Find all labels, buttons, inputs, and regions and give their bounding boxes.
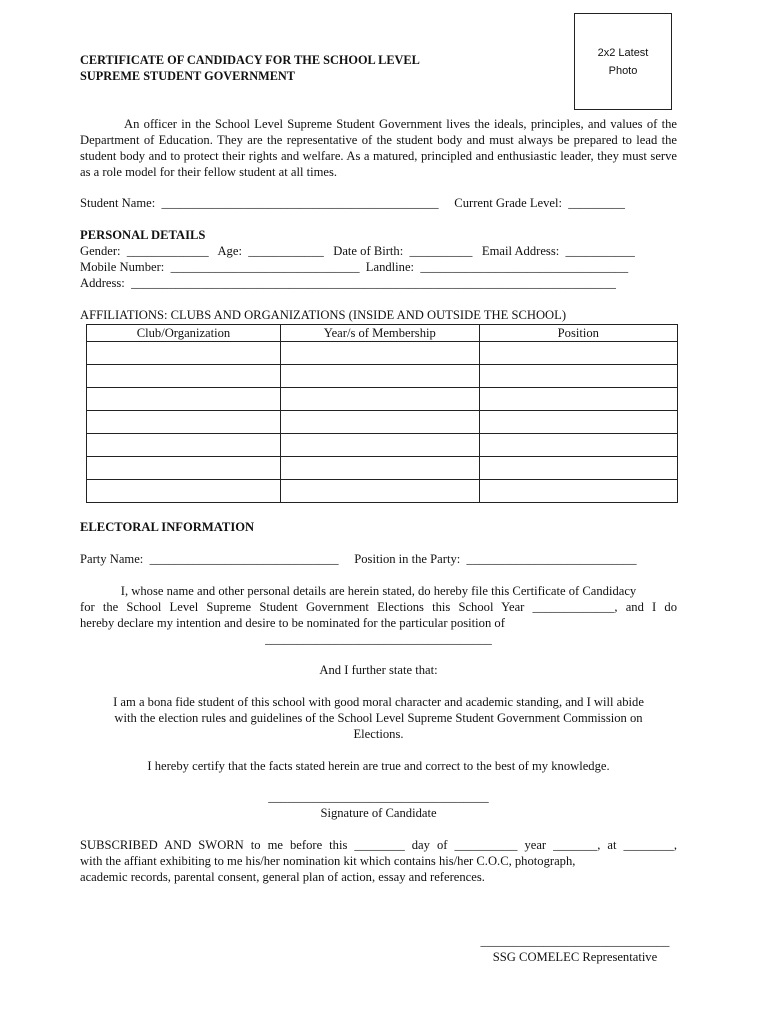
column-header-club: Club/Organization xyxy=(87,325,281,342)
affiliations-heading: AFFILIATIONS: CLUBS AND ORGANIZATIONS (INSIDE AND OUTSIDE THE SCHOOL) xyxy=(80,308,567,322)
declaration-paragraph xyxy=(80,583,677,647)
photo-label-line1: 2x2 Latest xyxy=(597,46,649,59)
table-cell[interactable] xyxy=(280,480,479,503)
comelec-signature-line[interactable]: ______________________________ xyxy=(480,934,670,948)
candidate-signature-line[interactable]: ___________________________________ xyxy=(268,790,489,804)
table-cell[interactable] xyxy=(479,434,677,457)
table-cell[interactable] xyxy=(87,457,281,480)
table-row xyxy=(87,480,678,503)
bona-fide-line2: with the election rules and guidelines of the School Level Supreme Student Government Commission on xyxy=(114,711,643,725)
table-cell[interactable] xyxy=(87,365,281,388)
title-line1: CERTIFICATE OF CANDIDACY FOR THE SCHOOL LEVEL xyxy=(80,53,420,67)
table-row xyxy=(87,411,678,434)
further-statement: And I further state that: xyxy=(319,663,438,677)
bona-fide-line1: I am a bona fide student of this school with good moral character and academic standing, and I will abide xyxy=(113,695,644,709)
sworn-paragraph xyxy=(80,837,677,885)
table-cell[interactable] xyxy=(479,388,677,411)
table-cell[interactable] xyxy=(87,480,281,503)
certify-statement: I hereby certify that the facts stated herein are true and correct to the best of my knowledge. xyxy=(147,759,610,773)
table-cell[interactable] xyxy=(280,434,479,457)
column-header-years: Year/s of Membership xyxy=(280,325,479,342)
title-line2: SUPREME STUDENT GOVERNMENT xyxy=(80,68,295,83)
table-cell[interactable] xyxy=(87,434,281,457)
personal-line-gender-age-dob-email[interactable]: Gender: _____________ Age: ____________ Date of Birth: __________ Email Address: ___________ xyxy=(80,244,635,258)
table-cell[interactable] xyxy=(479,457,677,480)
party-name-position-line[interactable]: Party Name: ______________________________ Position in the Party: ___________________________ xyxy=(80,552,637,566)
personal-details-heading: PERSONAL DETAILS xyxy=(80,228,206,242)
declaration-line1: I, whose name and other personal details are herein stated, do hereby file this Certificate of Candidacy xyxy=(120,584,637,598)
table-cell[interactable] xyxy=(87,388,281,411)
comelec-signature-block xyxy=(472,933,678,965)
electoral-information-heading: ELECTORAL INFORMATION xyxy=(80,520,255,534)
table-row xyxy=(87,365,678,388)
table-cell[interactable] xyxy=(479,411,677,434)
personal-line-mobile-landline[interactable]: Mobile Number: ______________________________ Landline: _________________________________ xyxy=(80,260,629,274)
declaration-position-blank[interactable]: ____________________________________ xyxy=(265,632,492,646)
table-cell[interactable] xyxy=(479,342,677,365)
table-row xyxy=(87,457,678,480)
table-cell[interactable] xyxy=(280,365,479,388)
candidate-signature-label: Signature of Candidate xyxy=(320,806,437,820)
sworn-line2: with the affiant exhibiting to me his/her nomination kit which contains his/her C.O.C, photograph, xyxy=(80,854,576,868)
photo-label-line2: Photo xyxy=(608,64,638,77)
sworn-line1: SUBSCRIBED AND SWORN to me before this ________ day of __________ year _______, at ________, xyxy=(80,838,677,852)
affiliations-table xyxy=(86,324,678,503)
declaration-line2: for the School Level Supreme Student Government Elections this School Year _____________, and I do xyxy=(80,600,677,614)
document-title xyxy=(80,53,420,84)
sworn-line3: academic records, parental consent, general plan of action, essay and references. xyxy=(80,870,485,884)
table-cell[interactable] xyxy=(280,411,479,434)
comelec-signature-label: SSG COMELEC Representative xyxy=(492,950,658,964)
student-name-grade-line[interactable]: Student Name: ____________________________________________ Current Grade Level: _________ xyxy=(80,196,625,210)
table-cell[interactable] xyxy=(280,342,479,365)
table-cell[interactable] xyxy=(280,388,479,411)
bona-fide-line3: Elections. xyxy=(353,727,404,741)
photo-placeholder-box xyxy=(574,13,672,110)
table-cell[interactable] xyxy=(280,457,479,480)
personal-line-address[interactable]: Address: _____________________________________________________________________________ xyxy=(80,276,616,290)
table-cell[interactable] xyxy=(87,411,281,434)
candidate-signature-block xyxy=(80,789,677,821)
table-row xyxy=(87,388,678,411)
column-header-position: Position xyxy=(479,325,677,342)
declaration-line3: hereby declare my intention and desire to be nominated for the particular position of xyxy=(80,616,505,630)
bona-fide-paragraph xyxy=(80,694,677,742)
table-cell[interactable] xyxy=(479,480,677,503)
table-row xyxy=(87,434,678,457)
intro-paragraph: An officer in the School Level Supreme Student Government lives the ideals, principles, and values of the Department of Education. They are the representative of the student body and must always be prepared to lead the student body and to protect their rights and welfare. As a matured, principled and enthusiastic leader, they must serve as a role model for their fellow student at all times. xyxy=(80,117,677,179)
table-cell[interactable] xyxy=(87,342,281,365)
table-row xyxy=(87,342,678,365)
table-cell[interactable] xyxy=(479,365,677,388)
